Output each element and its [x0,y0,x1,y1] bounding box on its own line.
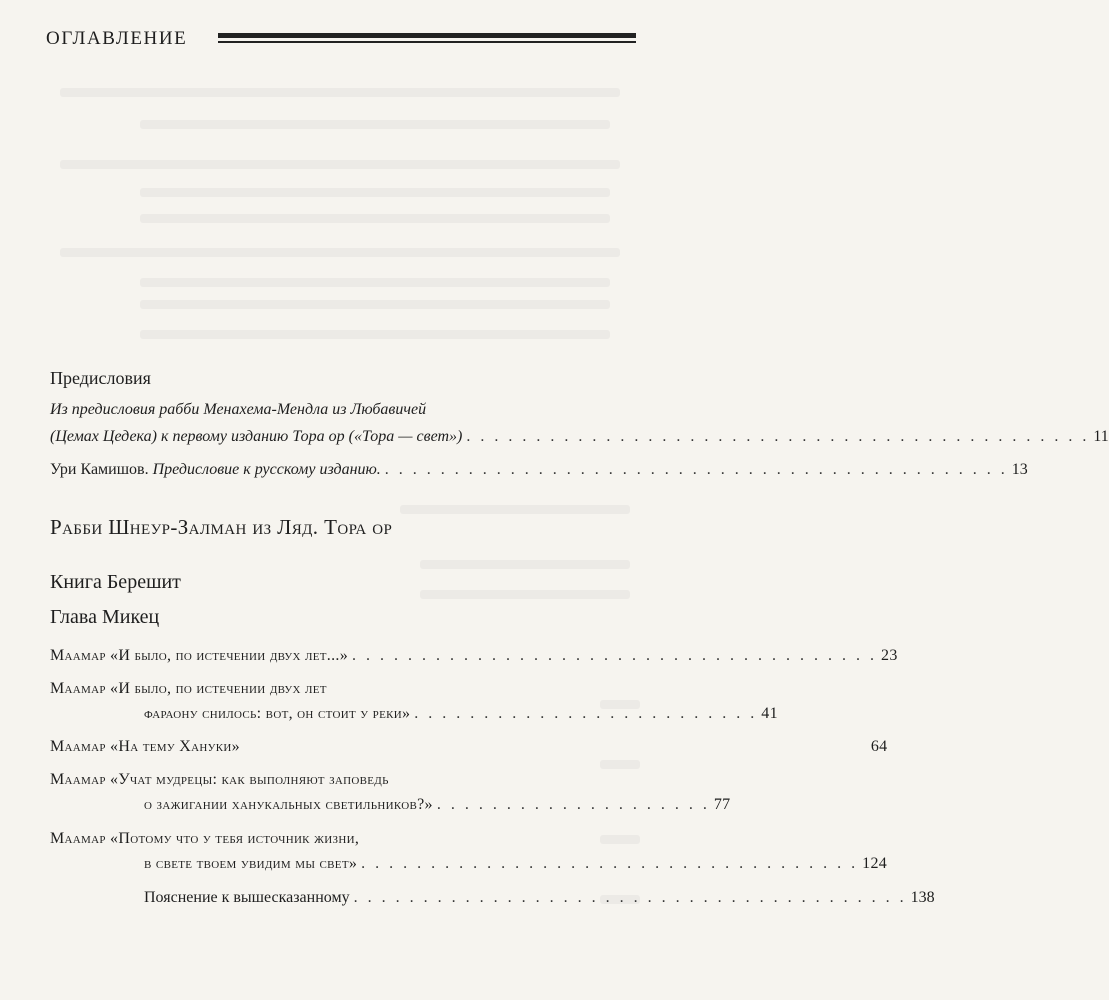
leader-dots: . . . . . . . . . . . . . . . . . . . . . . . . . . . . . . . . . . . . . . . . [353,889,907,906]
page-number: 41 [761,705,778,722]
preface-heading: Предисловия [50,368,151,388]
leader-dots: . . . . . . . . . . . . . . . . . . . . . . . . . [414,705,758,722]
toc-entry-1 [50,646,898,666]
chapter-title: Глава Микец [50,606,160,628]
leader-dots: . . . . . . . . . . . . . . . . . . . . . . . . . . . . . . . . . . . . . . . . . . . . . [384,461,1008,478]
page-title: ОГЛАВЛЕНИЕ [46,28,188,49]
page-number: 23 [881,647,898,664]
leader-dots: . . . . . . . . . . . . . . . . . . . . [436,796,710,813]
toc-entry-label: Маамар «И было, по истечении двух лет...» [50,647,349,664]
toc-entry-4-line-2: о зажигании ханукальных светильников?» [144,796,433,813]
page-number: 124 [862,855,888,872]
leader-dots: . . . . . . . . . . . . . . . . . . . . . . . . . . . . . . . . . . . . . . . . . . . . . [466,428,1090,445]
page-number: 64 [870,738,888,755]
page-number: 11 [1093,428,1109,445]
toc-entry-4-line-1: Маамар «Учат мудрецы: как выполняют заповедь [50,771,389,788]
toc-entry-6 [144,888,935,908]
toc-entry-4 [144,795,731,815]
preface-item-2-title: Предисловие к русскому изданию. [152,461,381,478]
toc-entry-2 [144,704,778,724]
part-title: Рабби Шнеур-Залман из Ляд. Тора ор [50,515,393,539]
toc-entry-label: Маамар «На тему Хануки» [50,738,240,755]
toc-entry-3 [50,737,888,757]
toc-entry-5-line-2: в свете твоем увидим мы свет» [144,855,358,872]
preface-item-2-author: Ури Камишов. [50,461,149,478]
toc-entry-2-line-1: Маамар «И было, по истечении двух лет [50,680,327,697]
page-number: 13 [1011,461,1028,478]
preface-item-1-line-1: Из предисловия рабби Менахема-Мендла из Любавичей [50,401,427,418]
toc-entry-2-line-2: фараону снилось: вот, он стоит у реки» [144,705,411,722]
toc-entry-5-line-1: Маамар «Потому что у тебя источник жизни, [50,830,360,847]
leader-dots: . . . . . . . . . . . . . . . . . . . . . . . . . . . . . . . . . . . . [361,855,859,872]
leader-space [244,737,867,757]
preface-item-1 [50,427,1109,447]
leader-dots: . . . . . . . . . . . . . . . . . . . . . . . . . . . . . . . . . . . . . . [352,647,878,664]
toc-entry-5 [144,854,888,874]
preface-item-2 [50,460,1028,480]
book-title: Книга Берешит [50,571,181,593]
preface-item-1-line-2: (Цемах Цедека) к первому изданию Тора ор («Тора — свет») [50,428,463,445]
page-number: 77 [713,796,731,813]
toc-entry-label: Пояснение к вышесказанному [144,889,350,906]
page-number: 138 [910,889,935,906]
